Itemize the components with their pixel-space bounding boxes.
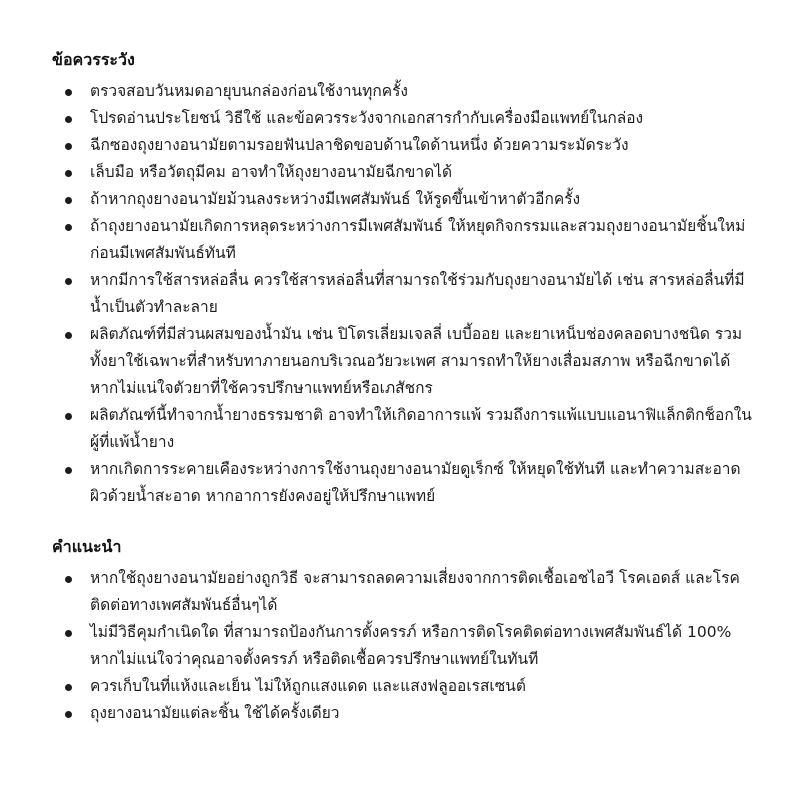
document-page — [52, 50, 757, 727]
list-item — [52, 267, 757, 321]
list-item-text: ควรเก็บในที่แห้งและเย็น ไม่ให้ถูกแสงแดด และแสงฟลูออเรสเซนต์ — [90, 677, 526, 695]
list-item-text: หากมีการใช้สารหล่อลื่น ควรใช้สารหล่อลื่นที่สามารถใช้ร่วมกับถุงยางอนามัยได้ เช่น สารหล่อลื่นที่มีน้ำเป็นตัวทำละลาย — [90, 271, 745, 316]
list-item-text: หากเกิดการระคายเคืองระหว่างการใช้งานถุงยางอนามัยดูเร็กซ์ ให้หยุดใช้ทันที และทำความสะอาดผิวด้วยน้ำสะอาด หากอาการยังคงอยู่ให้ปรึกษาแพทย์ — [90, 460, 741, 505]
advice-list — [52, 565, 757, 727]
list-item-text: ผลิตภัณฑ์นี้ทำจากน้ำยางธรรมชาติ อาจทำให้เกิดอาการแพ้ รวมถึงการแพ้แบบแอนาฟิแล็กติกช็อกในผู้ที่แพ้น้ำยาง — [90, 406, 752, 451]
list-item — [52, 565, 757, 619]
list-item-text: หากใช้ถุงยางอนามัยอย่างถูกวิธี จะสามารถลดความเสี่ยงจากการติดเชื้อเอชไอวี โรคเอดส์ และโรคติดต่อทางเพศสัมพันธ์อื่นๆได้ — [90, 569, 740, 614]
list-item — [52, 186, 757, 213]
bullet-icon — [65, 197, 72, 204]
warnings-list — [52, 78, 757, 510]
bullet-icon — [65, 467, 72, 474]
section-spacer — [52, 510, 757, 537]
bullet-icon — [65, 332, 72, 339]
bullet-icon — [65, 684, 72, 691]
warnings-heading: ข้อควรระวัง — [52, 50, 135, 69]
list-item-text: ผลิตภัณฑ์ที่มีส่วนผสมของน้ำมัน เช่น ปิโตรเลี่ยมเจลลี่ เบบี้ออย และยาเหน็บช่องคลอดบางชนิด รวมทั้งยาใช้เฉพาะที่สำหรับทาภายนอกบริเวณอวัยวะเพศ สามารถทำให้ยางเสื่อมสภาพ หรือฉีกขาดได้ หากไม่แน่ใจตัวยาที่ใช้ควรปรึกษาแพทย์หรือเภสัชกร — [90, 325, 743, 397]
list-item-text: ถ้าหากถุงยางอนามัยม้วนลงระหว่างมีเพศสัมพันธ์ ให้รูดขึ้นเข้าหาตัวอีกครั้ง — [90, 190, 581, 208]
advice-heading: คำแนะนำ — [52, 537, 122, 556]
list-item — [52, 213, 757, 267]
list-item-text: เล็บมือ หรือวัตถุมีคม อาจทำให้ถุงยางอนามัยฉีกขาดได้ — [90, 163, 453, 181]
list-item-text: ตรวจสอบวันหมดอายุบนกล่องก่อนใช้งานทุกครั้ง — [90, 82, 408, 100]
bullet-icon — [65, 711, 72, 718]
list-item — [52, 700, 757, 727]
bullet-icon — [65, 143, 72, 150]
bullet-icon — [65, 116, 72, 123]
list-item — [52, 159, 757, 186]
bullet-icon — [65, 413, 72, 420]
list-item — [52, 321, 757, 402]
list-item — [52, 619, 757, 673]
bullet-icon — [65, 278, 72, 285]
list-item-text: ฉีกซองถุงยางอนามัยตามรอยฟันปลาชิดขอบด้านใดด้านหนึ่ง ด้วยความระมัดระวัง — [90, 136, 629, 154]
bullet-icon — [65, 576, 72, 583]
list-item — [52, 673, 757, 700]
bullet-icon — [65, 630, 72, 637]
list-item — [52, 105, 757, 132]
list-item — [52, 132, 757, 159]
list-item-text: ถุงยางอนามัยแต่ละชิ้น ใช้ได้ครั้งเดียว — [90, 704, 340, 722]
list-item — [52, 456, 757, 510]
list-item — [52, 402, 757, 456]
bullet-icon — [65, 170, 72, 177]
list-item — [52, 78, 757, 105]
list-item-text: ไม่มีวิธีคุมกำเนิดใด ที่สามารถป้องกันการตั้งครรภ์ หรือการติดโรคติดต่อทางเพศสัมพันธ์ได้ 100% หากไม่แน่ใจว่าคุณอาจตั้งครรภ์ หรือติดเชื้อควรปรึกษาแพทย์ในทันที — [90, 623, 732, 668]
bullet-icon — [65, 89, 72, 96]
list-item-text: ถ้าถุงยางอนามัยเกิดการหลุดระหว่างการมีเพศสัมพันธ์ ให้หยุดกิจกรรมและสวมถุงยางอนามัยชิ้นใหม่ก่อนมีเพศสัมพันธ์ทันที — [90, 217, 746, 262]
list-item-text: โปรดอ่านประโยชน์ วิธีใช้ และข้อควรระวังจากเอกสารกำกับเครื่องมือแพทย์ในกล่อง — [90, 109, 644, 127]
bullet-icon — [65, 224, 72, 231]
